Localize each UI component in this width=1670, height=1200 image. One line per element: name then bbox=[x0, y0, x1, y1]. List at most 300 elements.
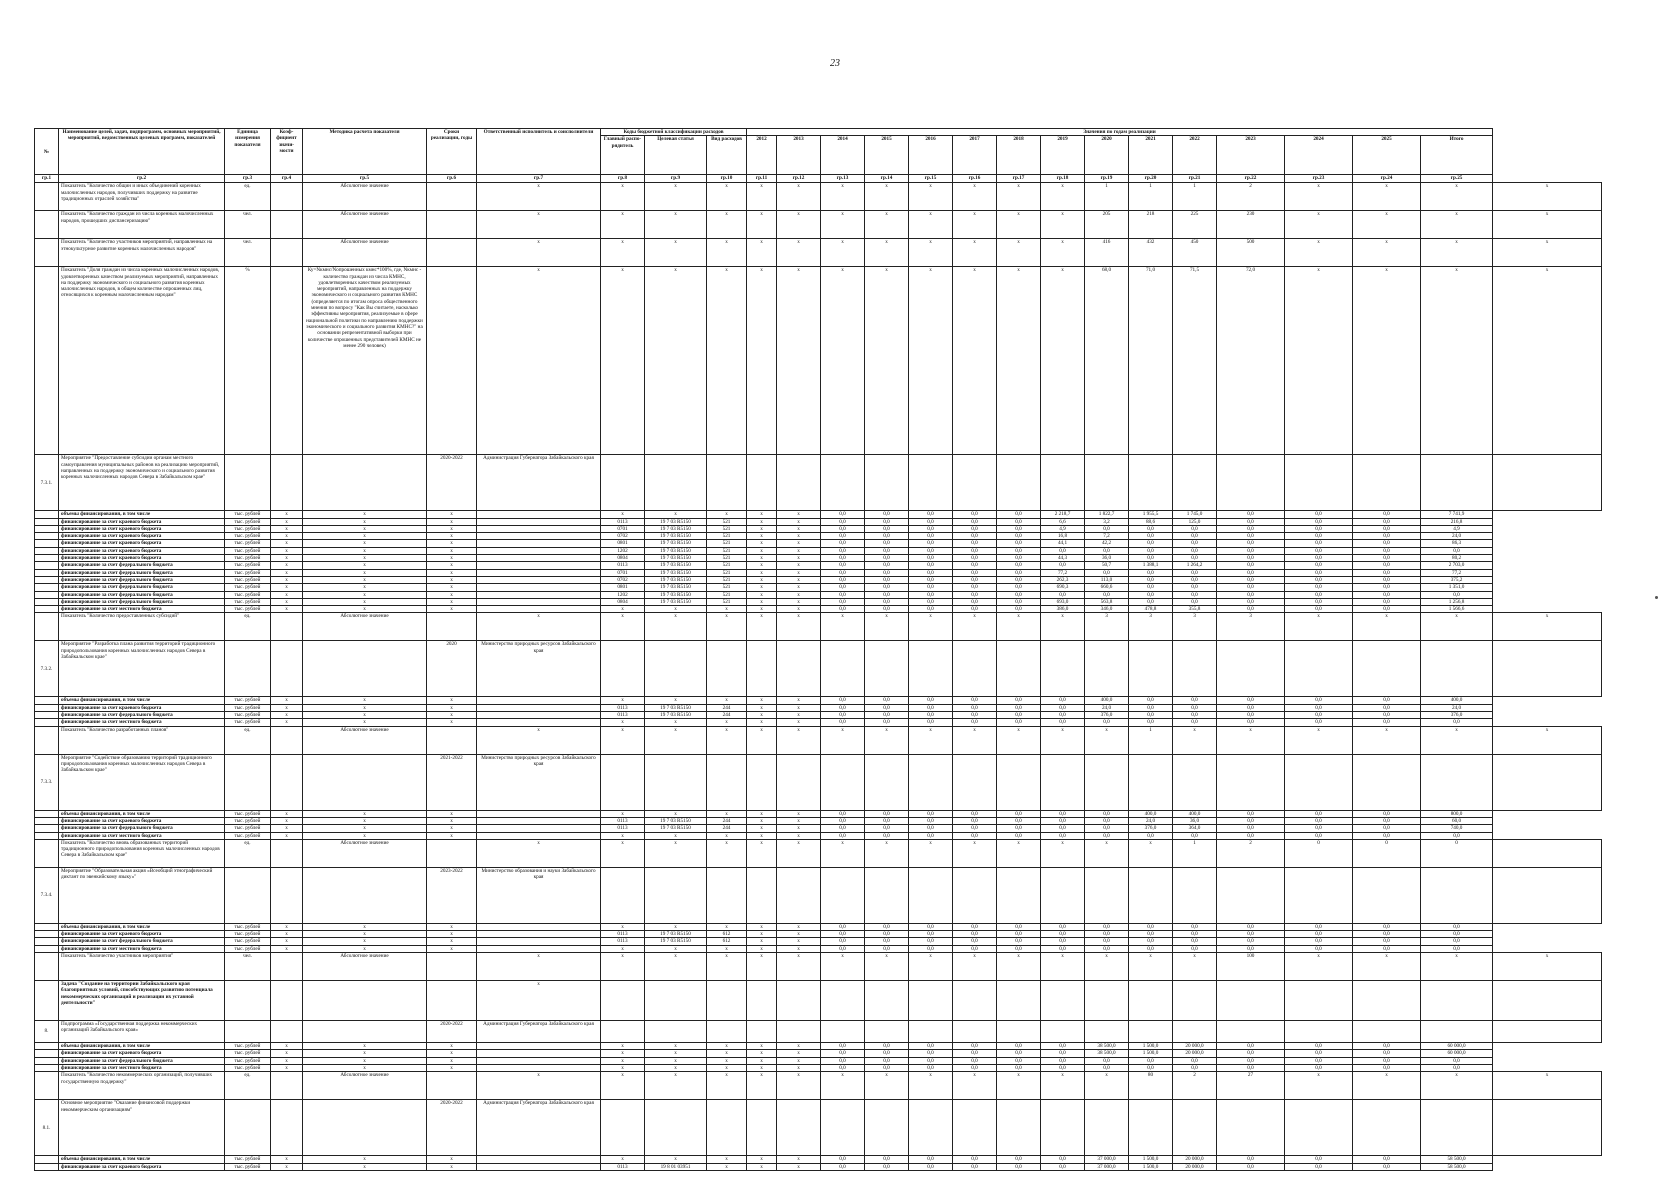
value-cell bbox=[953, 754, 997, 810]
value-cell: 0,0 bbox=[865, 1163, 909, 1170]
value-cell bbox=[865, 455, 909, 511]
row-number-cell bbox=[35, 606, 59, 613]
value-cell: x bbox=[747, 839, 777, 867]
value-cell: 0,0 bbox=[909, 1156, 953, 1163]
method-cell: x bbox=[303, 1156, 427, 1163]
value-cell: x bbox=[909, 613, 953, 641]
value-cell: 0,0 bbox=[1041, 832, 1085, 839]
method-cell: x bbox=[303, 704, 427, 711]
value-cell: 0,0 bbox=[1129, 525, 1173, 532]
value-cell: 0,0 bbox=[909, 562, 953, 569]
value-cell: x bbox=[747, 810, 777, 817]
value-cell: x bbox=[1085, 953, 1129, 981]
value-cell: x bbox=[427, 562, 477, 569]
value-cell bbox=[821, 867, 865, 923]
value-cell: 0,0 bbox=[997, 817, 1041, 824]
value-cell: x bbox=[865, 183, 909, 211]
value-cell: x bbox=[427, 533, 477, 540]
value-cell: тыс. рублей bbox=[225, 540, 271, 547]
value-cell: 0,0 bbox=[1285, 923, 1353, 930]
value-cell: 0,0 bbox=[821, 938, 865, 945]
value-cell: тыс. рублей bbox=[225, 606, 271, 613]
value-cell: 0,0 bbox=[1285, 832, 1353, 839]
value-cell bbox=[271, 455, 303, 511]
value-cell: x bbox=[747, 923, 777, 930]
value-cell bbox=[865, 641, 909, 697]
column-number-cell: гр.23 bbox=[1285, 175, 1353, 183]
row-title-cell: финансирование за счет краевого бюджета bbox=[59, 931, 225, 938]
value-cell: 0,0 bbox=[953, 540, 997, 547]
method-cell: Ку=Nкмнс/Nопрошенных кмнс*100%, где, Nкмнс - количество граждан из числа КМНС, удовлетворенных качеством реализуемых мероприятий, направленных на поддержку экономического и социального развития КМНС (определяется по итогам опроса общественного мнения по вопросу "Как Вы считаете, насколько эффективны мероприятия, реализуемые в сфере национальной политики по направлению поддержки экономического и социального развития КМНС?" на основании репрезентативной выборки при количестве опрошенных представителей КМНС не менее 290 человек) bbox=[303, 267, 427, 455]
value-cell: тыс. рублей bbox=[225, 810, 271, 817]
row-title-cell: финансирование за счет местного бюджета bbox=[59, 945, 225, 952]
value-cell bbox=[271, 1021, 303, 1043]
value-cell: 0,0 bbox=[953, 569, 997, 576]
value-cell: x bbox=[271, 697, 303, 704]
responsible-cell: x bbox=[477, 981, 601, 1021]
row-number-cell bbox=[35, 518, 59, 525]
value-cell: 0,0 bbox=[1285, 598, 1353, 605]
row-title-cell: финансирование за счет федерального бюджета bbox=[59, 569, 225, 576]
value-cell: 0,0 bbox=[865, 719, 909, 726]
column-number-cell: гр.16 bbox=[953, 175, 997, 183]
value-cell: x bbox=[1353, 211, 1421, 239]
value-cell bbox=[427, 953, 477, 981]
value-cell: x bbox=[271, 569, 303, 576]
value-cell: 0113 bbox=[601, 712, 645, 719]
financing-row bbox=[35, 931, 1602, 938]
row-number-cell bbox=[35, 1156, 59, 1163]
value-cell: 0,0 bbox=[909, 810, 953, 817]
value-cell: x bbox=[1493, 726, 1602, 754]
value-cell: 0,0 bbox=[1353, 584, 1421, 591]
value-cell: 0,0 bbox=[1217, 1057, 1285, 1064]
value-cell: 0,0 bbox=[1041, 697, 1085, 704]
responsible-cell: x bbox=[477, 267, 601, 455]
value-cell: x bbox=[747, 1163, 777, 1170]
value-cell: x bbox=[271, 719, 303, 726]
value-cell: 0,0 bbox=[865, 1043, 909, 1050]
value-cell: x bbox=[1353, 953, 1421, 981]
header-total: Итого bbox=[1421, 136, 1493, 175]
header-code-cs: Целевая статья bbox=[645, 136, 707, 175]
value-cell: x bbox=[271, 817, 303, 824]
value-cell: x bbox=[1493, 953, 1602, 981]
value-cell: x bbox=[997, 1072, 1041, 1100]
method-cell: x bbox=[303, 712, 427, 719]
value-cell: x bbox=[271, 825, 303, 832]
responsible-cell: x bbox=[477, 183, 601, 211]
column-number-cell: гр.25 bbox=[1421, 175, 1493, 183]
value-cell bbox=[1129, 754, 1173, 810]
value-cell bbox=[747, 641, 777, 697]
value-cell: 244 bbox=[707, 817, 747, 824]
value-cell bbox=[747, 1100, 777, 1156]
value-cell: тыс. рублей bbox=[225, 598, 271, 605]
value-cell bbox=[1493, 754, 1602, 810]
value-cell: 521 bbox=[707, 598, 747, 605]
value-cell: тыс. рублей bbox=[225, 832, 271, 839]
method-cell: x bbox=[303, 584, 427, 591]
row-number-cell bbox=[35, 239, 59, 267]
value-cell bbox=[747, 1021, 777, 1043]
value-cell: x bbox=[747, 704, 777, 711]
value-cell: x bbox=[601, 1156, 645, 1163]
value-cell: 521 bbox=[707, 518, 747, 525]
table-body bbox=[35, 175, 1602, 1171]
value-cell: 0,0 bbox=[1421, 1057, 1493, 1064]
value-cell: 0,0 bbox=[909, 704, 953, 711]
value-cell: x bbox=[271, 1156, 303, 1163]
value-cell: 0,0 bbox=[865, 1064, 909, 1071]
value-cell: x bbox=[601, 697, 645, 704]
value-cell: 0,0 bbox=[1353, 1156, 1421, 1163]
value-cell bbox=[1173, 867, 1217, 923]
value-cell: x bbox=[427, 938, 477, 945]
value-cell: 0,0 bbox=[865, 938, 909, 945]
event-row bbox=[35, 867, 1602, 923]
value-cell: 0,0 bbox=[1129, 938, 1173, 945]
value-cell: 58 500,0 bbox=[1421, 1156, 1493, 1163]
page-number: 23 bbox=[830, 58, 840, 69]
value-cell bbox=[997, 867, 1041, 923]
column-number-cell: гр.20 bbox=[1129, 175, 1173, 183]
event-row bbox=[35, 641, 1602, 697]
responsible-cell bbox=[477, 704, 601, 711]
value-cell: x bbox=[865, 953, 909, 981]
value-cell bbox=[1493, 1100, 1602, 1156]
value-cell: 0,0 bbox=[1353, 931, 1421, 938]
value-cell: 0,0 bbox=[997, 712, 1041, 719]
value-cell: тыс. рублей bbox=[225, 533, 271, 540]
responsible-cell: Министерство природных ресурсов Забайкальского края bbox=[477, 641, 601, 697]
value-cell: x bbox=[909, 839, 953, 867]
value-cell: 44,3 bbox=[1041, 555, 1085, 562]
value-cell: x bbox=[707, 923, 747, 930]
header-terms: Сроки реализации, годы bbox=[427, 129, 477, 175]
column-number-cell: гр.12 bbox=[777, 175, 821, 183]
value-cell: тыс. рублей bbox=[225, 712, 271, 719]
value-cell: 0,0 bbox=[1217, 704, 1285, 711]
row-title-cell: финансирование за счет местного бюджета bbox=[59, 719, 225, 726]
value-cell: тыс. рублей bbox=[225, 584, 271, 591]
row-title-cell: финансирование за счет краевого бюджета bbox=[59, 540, 225, 547]
method-cell: x bbox=[303, 576, 427, 583]
value-cell: 0,0 bbox=[1085, 569, 1129, 576]
value-cell: 0,0 bbox=[1217, 518, 1285, 525]
value-cell: x bbox=[707, 613, 747, 641]
value-cell: 24,0 bbox=[1421, 533, 1493, 540]
value-cell: x bbox=[645, 719, 707, 726]
value-cell: тыс. рублей bbox=[225, 511, 271, 518]
value-cell bbox=[707, 1021, 747, 1043]
row-number-cell bbox=[35, 1064, 59, 1071]
value-cell: 4,9 bbox=[1421, 525, 1493, 532]
value-cell: 0,0 bbox=[1217, 1163, 1285, 1170]
value-cell: x bbox=[601, 832, 645, 839]
value-cell: x bbox=[427, 825, 477, 832]
column-number-cell: гр.19 bbox=[1085, 175, 1129, 183]
responsible-cell bbox=[477, 555, 601, 562]
method-cell bbox=[303, 1100, 427, 1156]
value-cell: 0,0 bbox=[1285, 576, 1353, 583]
value-cell: x bbox=[747, 569, 777, 576]
value-cell: 0,0 bbox=[821, 697, 865, 704]
method-cell: Абсолютное значение bbox=[303, 726, 427, 754]
value-cell: 0,0 bbox=[1041, 704, 1085, 711]
value-cell: 0113 bbox=[601, 704, 645, 711]
value-cell: 1 955,5 bbox=[1129, 511, 1173, 518]
value-cell bbox=[1085, 641, 1129, 697]
value-cell: x bbox=[427, 576, 477, 583]
value-cell: 0,0 bbox=[1353, 540, 1421, 547]
header-year: 2020 bbox=[1085, 136, 1129, 175]
value-cell: x bbox=[777, 1064, 821, 1071]
value-cell: 0,0 bbox=[909, 697, 953, 704]
indicator-row bbox=[35, 211, 1602, 239]
financing-row bbox=[35, 576, 1602, 583]
value-cell: x bbox=[777, 183, 821, 211]
value-cell: 0,0 bbox=[1217, 832, 1285, 839]
value-cell: 376,0 bbox=[1129, 825, 1173, 832]
financing-row bbox=[35, 832, 1602, 839]
value-cell: x bbox=[427, 712, 477, 719]
value-cell: x bbox=[707, 1156, 747, 1163]
value-cell: тыс. рублей bbox=[225, 1050, 271, 1057]
value-cell: 0,0 bbox=[909, 1050, 953, 1057]
value-cell: x bbox=[601, 1072, 645, 1100]
value-cell bbox=[1353, 754, 1421, 810]
value-cell: 0,0 bbox=[997, 825, 1041, 832]
value-cell: x bbox=[747, 817, 777, 824]
column-number-cell: гр.21 bbox=[1173, 175, 1217, 183]
value-cell: 0,0 bbox=[1285, 810, 1353, 817]
value-cell bbox=[821, 641, 865, 697]
header-year: 2012 bbox=[747, 136, 777, 175]
value-cell: 0,0 bbox=[1353, 832, 1421, 839]
value-cell: x bbox=[909, 211, 953, 239]
value-cell: 19 8 01 03951 bbox=[645, 1163, 707, 1170]
value-cell: 0,0 bbox=[1353, 938, 1421, 945]
value-cell: x bbox=[1493, 613, 1602, 641]
value-cell: x bbox=[865, 1072, 909, 1100]
value-cell: x bbox=[821, 239, 865, 267]
value-cell: ед. bbox=[225, 839, 271, 867]
responsible-cell bbox=[477, 584, 601, 591]
value-cell: 0,0 bbox=[997, 606, 1041, 613]
value-cell: x bbox=[777, 576, 821, 583]
responsible-cell: Администрация Губернатора Забайкальского края bbox=[477, 1021, 601, 1043]
header-name: Наименование целей, задач, подпрограмм, основных мероприятий, мероприятий, ведомственных целевых программ, показателей bbox=[59, 129, 225, 175]
value-cell bbox=[427, 981, 477, 1021]
financing-row bbox=[35, 584, 1602, 591]
value-cell: 0,0 bbox=[1285, 719, 1353, 726]
value-cell: 19 7 03 R5150 bbox=[645, 540, 707, 547]
value-cell: 0,0 bbox=[1085, 1064, 1129, 1071]
value-cell: 19 7 03 R5150 bbox=[645, 562, 707, 569]
value-cell: 0,0 bbox=[953, 547, 997, 554]
value-cell: x bbox=[645, 1057, 707, 1064]
value-cell: x bbox=[747, 825, 777, 832]
value-cell: 0,0 bbox=[865, 598, 909, 605]
value-cell: x bbox=[865, 211, 909, 239]
value-cell: x bbox=[271, 712, 303, 719]
value-cell bbox=[1421, 455, 1493, 511]
value-cell: x bbox=[427, 931, 477, 938]
value-cell: x bbox=[953, 239, 997, 267]
value-cell bbox=[909, 981, 953, 1021]
responsible-cell bbox=[477, 569, 601, 576]
value-cell: 0,0 bbox=[953, 832, 997, 839]
method-cell: Абсолютное значение bbox=[303, 183, 427, 211]
value-cell: x bbox=[707, 511, 747, 518]
value-cell bbox=[821, 1100, 865, 1156]
value-cell: 0,0 bbox=[1353, 945, 1421, 952]
row-title-cell: финансирование за счет федерального бюджета bbox=[59, 1057, 225, 1064]
method-cell: x bbox=[303, 562, 427, 569]
value-cell: 0,0 bbox=[1353, 555, 1421, 562]
value-cell bbox=[427, 613, 477, 641]
responsible-cell: Министерство образования и науки Забайкальского края bbox=[477, 867, 601, 923]
value-cell bbox=[997, 455, 1041, 511]
value-cell: x bbox=[271, 1064, 303, 1071]
value-cell: 2 bbox=[1217, 839, 1285, 867]
value-cell: 0,0 bbox=[909, 1057, 953, 1064]
value-cell bbox=[1493, 839, 1602, 867]
value-cell: 0,0 bbox=[909, 540, 953, 547]
value-cell: 0,0 bbox=[1129, 555, 1173, 562]
value-cell: x bbox=[997, 267, 1041, 455]
value-cell: x bbox=[777, 211, 821, 239]
value-cell: 0,0 bbox=[953, 555, 997, 562]
row-number-cell: 7.3.4. bbox=[35, 867, 59, 923]
row-title-cell: Показатель "Количество участников мероприятий, направленных на этнокультурное развитие коренных малочисленных народов" bbox=[59, 239, 225, 267]
value-cell: x bbox=[821, 613, 865, 641]
value-cell: x bbox=[427, 817, 477, 824]
value-cell: x bbox=[427, 697, 477, 704]
value-cell: 0,0 bbox=[1085, 817, 1129, 824]
value-cell: x bbox=[601, 923, 645, 930]
header-budget-codes: Коды бюджетной классификации расходов bbox=[601, 129, 747, 136]
row-title-cell: финансирование за счет федерального бюджета bbox=[59, 584, 225, 591]
value-cell: x bbox=[997, 613, 1041, 641]
value-cell: x bbox=[747, 1072, 777, 1100]
value-cell: тыс. рублей bbox=[225, 518, 271, 525]
value-cell: x bbox=[1041, 613, 1085, 641]
row-number-cell bbox=[35, 183, 59, 211]
method-cell bbox=[303, 641, 427, 697]
value-cell: 0,0 bbox=[865, 511, 909, 518]
value-cell: x bbox=[777, 267, 821, 455]
value-cell: тыс. рублей bbox=[225, 576, 271, 583]
value-cell bbox=[225, 455, 271, 511]
value-cell: 0,0 bbox=[1217, 938, 1285, 945]
value-cell: 2 218,7 bbox=[1041, 511, 1085, 518]
value-cell: 0,0 bbox=[1285, 584, 1353, 591]
value-cell: 0,0 bbox=[909, 825, 953, 832]
value-cell: 0,0 bbox=[1217, 712, 1285, 719]
value-cell: 0,0 bbox=[1129, 576, 1173, 583]
value-cell: x bbox=[821, 953, 865, 981]
value-cell: 0,0 bbox=[821, 1156, 865, 1163]
value-cell: x bbox=[645, 211, 707, 239]
value-cell: 0,0 bbox=[821, 931, 865, 938]
value-cell: 0,0 bbox=[1285, 1057, 1353, 1064]
value-cell: x bbox=[271, 1050, 303, 1057]
value-cell bbox=[997, 641, 1041, 697]
value-cell: x bbox=[271, 533, 303, 540]
responsible-cell: x bbox=[477, 613, 601, 641]
value-cell: x bbox=[601, 1050, 645, 1057]
value-cell: x bbox=[1041, 267, 1085, 455]
value-cell: x bbox=[601, 211, 645, 239]
value-cell: 16,8 bbox=[1041, 533, 1085, 540]
value-cell: 0,0 bbox=[953, 606, 997, 613]
value-cell bbox=[645, 754, 707, 810]
value-cell bbox=[1353, 455, 1421, 511]
value-cell: 0,0 bbox=[865, 533, 909, 540]
value-cell: 0,0 bbox=[1129, 533, 1173, 540]
event-row bbox=[35, 754, 1602, 810]
value-cell: 2020-2022 bbox=[427, 455, 477, 511]
method-cell bbox=[303, 754, 427, 810]
value-cell: 0,0 bbox=[1421, 938, 1493, 945]
value-cell: 0,0 bbox=[997, 931, 1041, 938]
value-cell bbox=[909, 641, 953, 697]
value-cell: x bbox=[747, 591, 777, 598]
value-cell: 0,0 bbox=[953, 1064, 997, 1071]
value-cell: 0,0 bbox=[997, 576, 1041, 583]
value-cell: чел. bbox=[225, 239, 271, 267]
value-cell: 521 bbox=[707, 569, 747, 576]
row-title-cell: Показатель "Количество общин и иных объединений коренных малочисленных народов, получивших поддержку на развитие традиционных отраслей хозяйства" bbox=[59, 183, 225, 211]
row-title-cell: финансирование за счет федерального бюджета bbox=[59, 598, 225, 605]
value-cell: 0,0 bbox=[865, 606, 909, 613]
value-cell: 0,0 bbox=[865, 576, 909, 583]
value-cell bbox=[427, 239, 477, 267]
value-cell: 0,0 bbox=[1085, 810, 1129, 817]
column-number-cell: гр.18 bbox=[1041, 175, 1085, 183]
value-cell: 0,0 bbox=[1285, 697, 1353, 704]
column-number-cell: гр.15 bbox=[909, 175, 953, 183]
value-cell: 0,0 bbox=[997, 533, 1041, 540]
header-unit: Единица измерения показателя bbox=[225, 129, 271, 175]
row-title-cell: объемы финансирования, в том числе bbox=[59, 1043, 225, 1050]
value-cell: 0,0 bbox=[1085, 547, 1129, 554]
value-cell: x bbox=[1421, 953, 1493, 981]
value-cell: 1 745,0 bbox=[1173, 511, 1217, 518]
row-number-cell bbox=[35, 810, 59, 817]
value-cell bbox=[1085, 455, 1129, 511]
value-cell: 0,0 bbox=[909, 591, 953, 598]
value-cell: 0,0 bbox=[1173, 1064, 1217, 1071]
value-cell: x bbox=[747, 183, 777, 211]
value-cell bbox=[1041, 981, 1085, 1021]
value-cell: x bbox=[777, 518, 821, 525]
value-cell bbox=[1493, 867, 1602, 923]
value-cell: 0,0 bbox=[1353, 562, 1421, 569]
value-cell: x bbox=[777, 1072, 821, 1100]
value-cell: 60 000,0 bbox=[1421, 1050, 1493, 1057]
value-cell bbox=[271, 981, 303, 1021]
value-cell: 0,0 bbox=[1217, 1156, 1285, 1163]
value-cell: 24,0 bbox=[1421, 704, 1493, 711]
value-cell: x bbox=[645, 1072, 707, 1100]
column-number-cell: гр.14 bbox=[865, 175, 909, 183]
row-title-cell: финансирование за счет федерального бюджета bbox=[59, 712, 225, 719]
value-cell: 0,0 bbox=[1285, 525, 1353, 532]
value-cell: 0,0 bbox=[865, 562, 909, 569]
